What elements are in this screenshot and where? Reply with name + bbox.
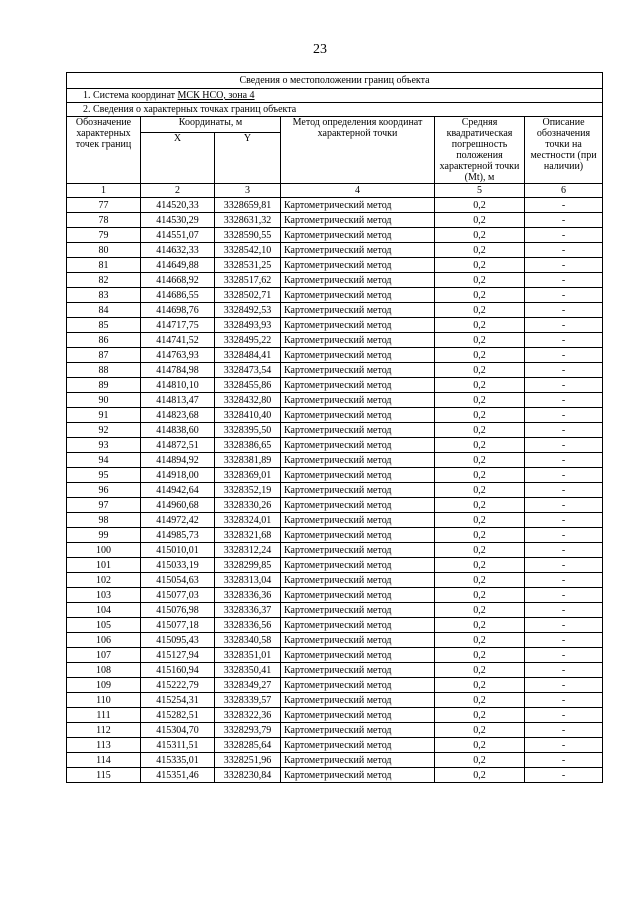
cell-error: 0,2 <box>435 693 525 708</box>
cell-error: 0,2 <box>435 678 525 693</box>
cell-x-coordinate: 415077,18 <box>141 618 215 633</box>
cell-x-coordinate: 414686,55 <box>141 288 215 303</box>
table-row <box>67 648 603 663</box>
header-x: X <box>141 132 215 183</box>
cell-error: 0,2 <box>435 453 525 468</box>
cell-error: 0,2 <box>435 573 525 588</box>
cell-point-number: 113 <box>67 738 141 753</box>
cell-error: 0,2 <box>435 393 525 408</box>
cell-x-coordinate: 415054,63 <box>141 573 215 588</box>
cell-point-number: 104 <box>67 603 141 618</box>
cell-description: - <box>525 708 603 723</box>
cell-y-coordinate: 3328312,24 <box>215 543 281 558</box>
cell-y-coordinate: 3328251,96 <box>215 753 281 768</box>
cell-description: - <box>525 468 603 483</box>
cell-description: - <box>525 573 603 588</box>
table-row <box>67 393 603 408</box>
cell-description: - <box>525 363 603 378</box>
cell-error: 0,2 <box>435 408 525 423</box>
cell-error: 0,2 <box>435 498 525 513</box>
cell-point-number: 80 <box>67 243 141 258</box>
coordinate-system-row <box>67 89 603 103</box>
cell-x-coordinate: 414763,93 <box>141 348 215 363</box>
cell-description: - <box>525 228 603 243</box>
cell-description: - <box>525 348 603 363</box>
cell-error: 0,2 <box>435 753 525 768</box>
cell-method: Картометрический метод <box>281 228 435 243</box>
cell-method: Картометрический метод <box>281 543 435 558</box>
cell-x-coordinate: 414741,52 <box>141 333 215 348</box>
cell-description: - <box>525 768 603 783</box>
cell-y-coordinate: 3328230,84 <box>215 768 281 783</box>
cell-point-number: 91 <box>67 408 141 423</box>
cell-x-coordinate: 414551,07 <box>141 228 215 243</box>
cell-point-number: 101 <box>67 558 141 573</box>
cell-y-coordinate: 3328386,65 <box>215 438 281 453</box>
cell-error: 0,2 <box>435 378 525 393</box>
cell-x-coordinate: 414520,33 <box>141 198 215 213</box>
cell-method: Картометрический метод <box>281 453 435 468</box>
cell-y-coordinate: 3328517,62 <box>215 273 281 288</box>
cell-y-coordinate: 3328455,86 <box>215 378 281 393</box>
cell-x-coordinate: 415311,51 <box>141 738 215 753</box>
cell-method: Картометрический метод <box>281 378 435 393</box>
cell-point-number: 89 <box>67 378 141 393</box>
cell-error: 0,2 <box>435 348 525 363</box>
cell-x-coordinate: 415010,01 <box>141 543 215 558</box>
cell-description: - <box>525 288 603 303</box>
column-numbers-row <box>67 184 603 198</box>
table-row <box>67 243 603 258</box>
table-row <box>67 213 603 228</box>
cell-x-coordinate: 415254,31 <box>141 693 215 708</box>
cell-method: Картометрический метод <box>281 753 435 768</box>
cell-x-coordinate: 414823,68 <box>141 408 215 423</box>
cell-error: 0,2 <box>435 633 525 648</box>
table-body <box>67 198 603 783</box>
table-row <box>67 558 603 573</box>
cell-x-coordinate: 414810,10 <box>141 378 215 393</box>
table-row <box>67 318 603 333</box>
header-row <box>67 117 603 133</box>
cell-method: Картометрический метод <box>281 438 435 453</box>
cell-y-coordinate: 3328330,26 <box>215 498 281 513</box>
cell-y-coordinate: 3328492,53 <box>215 303 281 318</box>
header-error: Средняя квадратическая погрешность положения характерной точки (Mt), м <box>435 117 525 184</box>
cell-x-coordinate: 415160,94 <box>141 663 215 678</box>
cell-point-number: 81 <box>67 258 141 273</box>
cell-point-number: 110 <box>67 693 141 708</box>
cell-method: Картометрический метод <box>281 513 435 528</box>
cell-point-number: 105 <box>67 618 141 633</box>
cell-x-coordinate: 415304,70 <box>141 723 215 738</box>
cell-x-coordinate: 414784,98 <box>141 363 215 378</box>
table-row <box>67 408 603 423</box>
cell-x-coordinate: 414649,88 <box>141 258 215 273</box>
cell-point-number: 93 <box>67 438 141 453</box>
cell-method: Картометрический метод <box>281 663 435 678</box>
cell-method: Картометрический метод <box>281 363 435 378</box>
table-title: Сведения о местоположении границ объекта <box>67 73 603 89</box>
cell-x-coordinate: 414668,92 <box>141 273 215 288</box>
cell-y-coordinate: 3328659,81 <box>215 198 281 213</box>
cell-description: - <box>525 693 603 708</box>
table-row <box>67 453 603 468</box>
table-row <box>67 468 603 483</box>
cell-description: - <box>525 588 603 603</box>
table-row <box>67 528 603 543</box>
cell-description: - <box>525 603 603 618</box>
cell-description: - <box>525 333 603 348</box>
cell-y-coordinate: 3328339,57 <box>215 693 281 708</box>
cell-description: - <box>525 528 603 543</box>
cell-x-coordinate: 415127,94 <box>141 648 215 663</box>
cell-point-number: 109 <box>67 678 141 693</box>
table-row <box>67 618 603 633</box>
cell-y-coordinate: 3328369,01 <box>215 468 281 483</box>
cell-error: 0,2 <box>435 543 525 558</box>
cell-description: - <box>525 738 603 753</box>
cell-error: 0,2 <box>435 273 525 288</box>
cell-description: - <box>525 438 603 453</box>
cell-point-number: 102 <box>67 573 141 588</box>
cell-description: - <box>525 258 603 273</box>
cell-method: Картометрический метод <box>281 213 435 228</box>
cell-y-coordinate: 3328293,79 <box>215 723 281 738</box>
cell-method: Картометрический метод <box>281 258 435 273</box>
cell-method: Картометрический метод <box>281 423 435 438</box>
cell-method: Картометрический метод <box>281 273 435 288</box>
coordinate-system-name: МСК НСО, зона 4 <box>177 90 255 101</box>
cell-point-number: 95 <box>67 468 141 483</box>
cell-method: Картометрический метод <box>281 198 435 213</box>
cell-x-coordinate: 414717,75 <box>141 318 215 333</box>
cell-method: Картометрический метод <box>281 723 435 738</box>
cell-y-coordinate: 3328313,04 <box>215 573 281 588</box>
section2-heading: 2. Сведения о характерных точках границ объекта <box>67 103 603 117</box>
cell-x-coordinate: 414942,64 <box>141 483 215 498</box>
cell-error: 0,2 <box>435 228 525 243</box>
cell-error: 0,2 <box>435 438 525 453</box>
cell-method: Картометрический метод <box>281 303 435 318</box>
cell-x-coordinate: 415033,19 <box>141 558 215 573</box>
cell-point-number: 103 <box>67 588 141 603</box>
table-row <box>67 498 603 513</box>
cell-method: Картометрический метод <box>281 468 435 483</box>
table-row <box>67 333 603 348</box>
cell-method: Картометрический метод <box>281 768 435 783</box>
cell-y-coordinate: 3328542,10 <box>215 243 281 258</box>
cell-error: 0,2 <box>435 258 525 273</box>
cell-point-number: 90 <box>67 393 141 408</box>
cell-y-coordinate: 3328336,37 <box>215 603 281 618</box>
cell-error: 0,2 <box>435 483 525 498</box>
cell-x-coordinate: 415095,43 <box>141 633 215 648</box>
table-row <box>67 603 603 618</box>
column-number: 2 <box>141 184 215 198</box>
cell-point-number: 100 <box>67 543 141 558</box>
cell-x-coordinate: 414698,76 <box>141 303 215 318</box>
cell-point-number: 79 <box>67 228 141 243</box>
cell-description: - <box>525 663 603 678</box>
cell-error: 0,2 <box>435 363 525 378</box>
cell-error: 0,2 <box>435 768 525 783</box>
cell-x-coordinate: 414972,42 <box>141 513 215 528</box>
cell-x-coordinate: 414838,60 <box>141 423 215 438</box>
cell-y-coordinate: 3328493,93 <box>215 318 281 333</box>
table-row <box>67 588 603 603</box>
cell-x-coordinate: 414632,33 <box>141 243 215 258</box>
cell-description: - <box>525 273 603 288</box>
cell-error: 0,2 <box>435 468 525 483</box>
cell-point-number: 99 <box>67 528 141 543</box>
cell-description: - <box>525 198 603 213</box>
cell-error: 0,2 <box>435 708 525 723</box>
cell-point-number: 84 <box>67 303 141 318</box>
cell-error: 0,2 <box>435 333 525 348</box>
cell-description: - <box>525 633 603 648</box>
page-number: 23 <box>313 42 327 57</box>
table-row <box>67 708 603 723</box>
cell-method: Картометрический метод <box>281 708 435 723</box>
cell-point-number: 96 <box>67 483 141 498</box>
cell-y-coordinate: 3328322,36 <box>215 708 281 723</box>
cell-y-coordinate: 3328484,41 <box>215 348 281 363</box>
table-row <box>67 738 603 753</box>
cell-y-coordinate: 3328324,01 <box>215 513 281 528</box>
cell-y-coordinate: 3328631,32 <box>215 213 281 228</box>
cell-method: Картометрический метод <box>281 648 435 663</box>
cell-method: Картометрический метод <box>281 678 435 693</box>
cell-method: Картометрический метод <box>281 483 435 498</box>
header-description: Описание обозначения точки на местности (при наличии) <box>525 117 603 184</box>
cell-y-coordinate: 3328432,80 <box>215 393 281 408</box>
cell-point-number: 86 <box>67 333 141 348</box>
cell-x-coordinate: 414960,68 <box>141 498 215 513</box>
cell-error: 0,2 <box>435 213 525 228</box>
cell-method: Картометрический метод <box>281 498 435 513</box>
cell-method: Картометрический метод <box>281 738 435 753</box>
header-point-designation: Обозначение характерных точек границ <box>67 117 141 184</box>
cell-y-coordinate: 3328336,56 <box>215 618 281 633</box>
cell-y-coordinate: 3328352,19 <box>215 483 281 498</box>
cell-error: 0,2 <box>435 723 525 738</box>
cell-x-coordinate: 415335,01 <box>141 753 215 768</box>
cell-description: - <box>525 513 603 528</box>
cell-description: - <box>525 453 603 468</box>
cell-y-coordinate: 3328473,54 <box>215 363 281 378</box>
cell-error: 0,2 <box>435 318 525 333</box>
table-title-row <box>67 73 603 89</box>
cell-point-number: 87 <box>67 348 141 363</box>
table-row <box>67 198 603 213</box>
cell-point-number: 108 <box>67 663 141 678</box>
cell-y-coordinate: 3328531,25 <box>215 258 281 273</box>
cell-error: 0,2 <box>435 603 525 618</box>
header-coordinates: Координаты, м <box>141 117 281 133</box>
cell-description: - <box>525 558 603 573</box>
cell-method: Картометрический метод <box>281 348 435 363</box>
cell-x-coordinate: 415076,98 <box>141 603 215 618</box>
column-number: 1 <box>67 184 141 198</box>
cell-x-coordinate: 415077,03 <box>141 588 215 603</box>
cell-description: - <box>525 243 603 258</box>
cell-x-coordinate: 414872,51 <box>141 438 215 453</box>
cell-point-number: 112 <box>67 723 141 738</box>
column-number: 6 <box>525 184 603 198</box>
cell-point-number: 94 <box>67 453 141 468</box>
cell-y-coordinate: 3328349,27 <box>215 678 281 693</box>
cell-error: 0,2 <box>435 663 525 678</box>
cell-description: - <box>525 408 603 423</box>
cell-method: Картометрический метод <box>281 528 435 543</box>
cell-y-coordinate: 3328321,68 <box>215 528 281 543</box>
cell-x-coordinate: 414918,00 <box>141 468 215 483</box>
table-row <box>67 483 603 498</box>
table-row <box>67 573 603 588</box>
cell-method: Картометрический метод <box>281 393 435 408</box>
section2-row <box>67 103 603 117</box>
column-number: 5 <box>435 184 525 198</box>
table-row <box>67 288 603 303</box>
table-row <box>67 378 603 393</box>
cell-point-number: 82 <box>67 273 141 288</box>
cell-y-coordinate: 3328340,58 <box>215 633 281 648</box>
cell-error: 0,2 <box>435 423 525 438</box>
cell-description: - <box>525 723 603 738</box>
cell-point-number: 83 <box>67 288 141 303</box>
table-row <box>67 258 603 273</box>
table-row <box>67 723 603 738</box>
table-row <box>67 543 603 558</box>
cell-method: Картометрический метод <box>281 618 435 633</box>
cell-x-coordinate: 414530,29 <box>141 213 215 228</box>
table-row <box>67 513 603 528</box>
cell-description: - <box>525 423 603 438</box>
table-row <box>67 363 603 378</box>
cell-error: 0,2 <box>435 303 525 318</box>
cell-description: - <box>525 753 603 768</box>
cell-y-coordinate: 3328299,85 <box>215 558 281 573</box>
cell-x-coordinate: 415351,46 <box>141 768 215 783</box>
cell-description: - <box>525 543 603 558</box>
table-row <box>67 633 603 648</box>
table-row <box>67 348 603 363</box>
cell-error: 0,2 <box>435 738 525 753</box>
cell-method: Картометрический метод <box>281 333 435 348</box>
cell-error: 0,2 <box>435 618 525 633</box>
cell-point-number: 106 <box>67 633 141 648</box>
cell-y-coordinate: 3328395,50 <box>215 423 281 438</box>
cell-method: Картометрический метод <box>281 558 435 573</box>
cell-x-coordinate: 414894,92 <box>141 453 215 468</box>
cell-x-coordinate: 414985,73 <box>141 528 215 543</box>
table-row <box>67 228 603 243</box>
cell-description: - <box>525 483 603 498</box>
table-row <box>67 693 603 708</box>
cell-method: Картометрический метод <box>281 573 435 588</box>
cell-description: - <box>525 303 603 318</box>
cell-description: - <box>525 393 603 408</box>
cell-y-coordinate: 3328410,40 <box>215 408 281 423</box>
cell-y-coordinate: 3328502,71 <box>215 288 281 303</box>
cell-point-number: 77 <box>67 198 141 213</box>
cell-method: Картометрический метод <box>281 243 435 258</box>
cell-point-number: 78 <box>67 213 141 228</box>
cell-point-number: 111 <box>67 708 141 723</box>
coordinate-system-label: 1. Система координат <box>83 90 178 101</box>
cell-point-number: 88 <box>67 363 141 378</box>
cell-description: - <box>525 318 603 333</box>
cell-x-coordinate: 415282,51 <box>141 708 215 723</box>
cell-point-number: 97 <box>67 498 141 513</box>
cell-y-coordinate: 3328351,01 <box>215 648 281 663</box>
column-number: 3 <box>215 184 281 198</box>
cell-error: 0,2 <box>435 558 525 573</box>
cell-method: Картометрический метод <box>281 318 435 333</box>
cell-description: - <box>525 648 603 663</box>
column-number: 4 <box>281 184 435 198</box>
cell-error: 0,2 <box>435 288 525 303</box>
cell-description: - <box>525 678 603 693</box>
cell-method: Картометрический метод <box>281 288 435 303</box>
cell-y-coordinate: 3328350,41 <box>215 663 281 678</box>
cell-description: - <box>525 378 603 393</box>
cell-description: - <box>525 498 603 513</box>
cell-y-coordinate: 3328336,36 <box>215 588 281 603</box>
header-method: Метод определения координат характерной точки <box>281 117 435 184</box>
table-row <box>67 768 603 783</box>
cell-y-coordinate: 3328381,89 <box>215 453 281 468</box>
cell-error: 0,2 <box>435 513 525 528</box>
cell-description: - <box>525 213 603 228</box>
cell-y-coordinate: 3328590,55 <box>215 228 281 243</box>
cell-y-coordinate: 3328285,64 <box>215 738 281 753</box>
cell-point-number: 92 <box>67 423 141 438</box>
cell-point-number: 85 <box>67 318 141 333</box>
header-y: Y <box>215 132 281 183</box>
table-row <box>67 438 603 453</box>
table-row <box>67 303 603 318</box>
cell-method: Картометрический метод <box>281 633 435 648</box>
coordinate-system <box>67 89 603 103</box>
cell-point-number: 98 <box>67 513 141 528</box>
cell-point-number: 114 <box>67 753 141 768</box>
cell-method: Картометрический метод <box>281 693 435 708</box>
table-row <box>67 423 603 438</box>
table-row <box>67 753 603 768</box>
cell-method: Картометрический метод <box>281 603 435 618</box>
cell-point-number: 115 <box>67 768 141 783</box>
cell-error: 0,2 <box>435 588 525 603</box>
cell-y-coordinate: 3328495,22 <box>215 333 281 348</box>
cell-description: - <box>525 618 603 633</box>
cell-error: 0,2 <box>435 243 525 258</box>
cell-error: 0,2 <box>435 648 525 663</box>
cell-method: Картометрический метод <box>281 408 435 423</box>
cell-x-coordinate: 414813,47 <box>141 393 215 408</box>
cell-point-number: 107 <box>67 648 141 663</box>
cell-error: 0,2 <box>435 528 525 543</box>
table-row <box>67 663 603 678</box>
boundary-coordinates-table <box>66 72 603 783</box>
cell-x-coordinate: 415222,79 <box>141 678 215 693</box>
table-row <box>67 678 603 693</box>
cell-error: 0,2 <box>435 198 525 213</box>
table-row <box>67 273 603 288</box>
cell-method: Картометрический метод <box>281 588 435 603</box>
